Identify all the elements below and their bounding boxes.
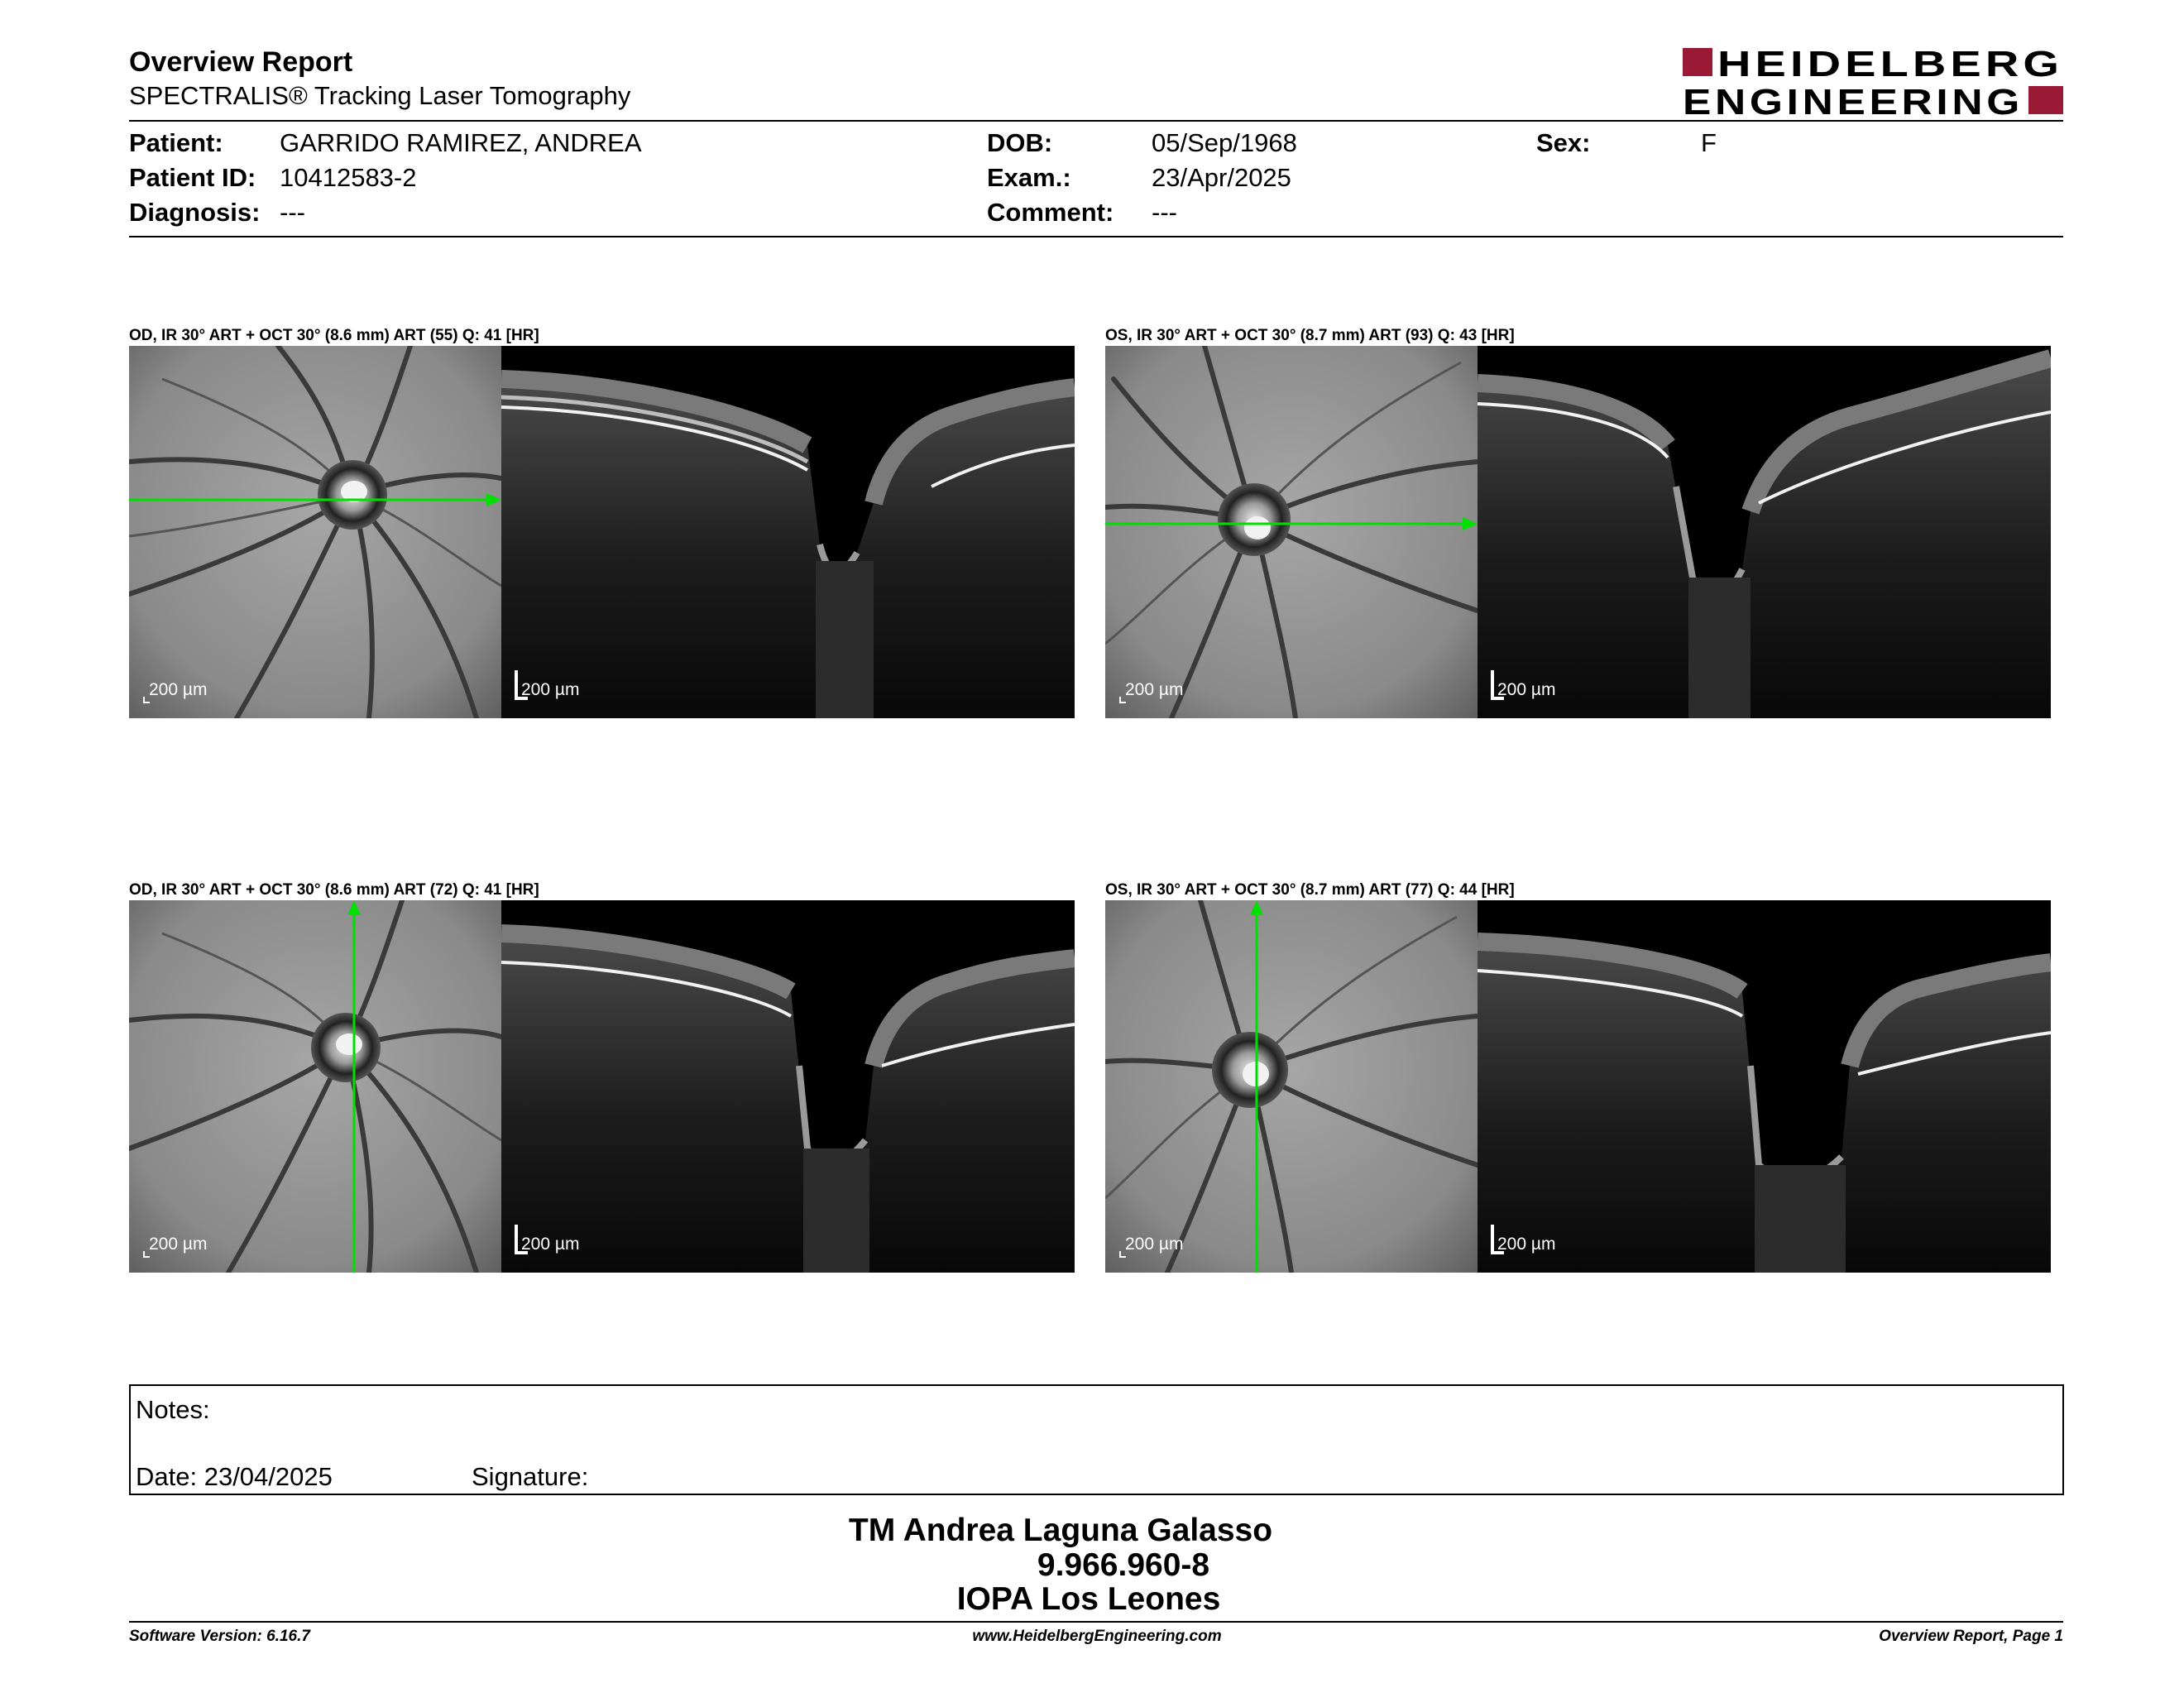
infrared-fundus-image xyxy=(1105,346,1478,718)
signature-label: Signature: xyxy=(472,1462,589,1491)
oct-bscan-image xyxy=(1478,346,2051,718)
oct-scale-label: 200 µm xyxy=(521,1235,580,1254)
slo-scale-label: 200 µm xyxy=(149,680,208,699)
sex-label: Sex: xyxy=(1536,128,1591,157)
website-link[interactable]: www.HeidelbergEngineering.com xyxy=(972,1628,1222,1645)
exam-value: 23/Apr/2025 xyxy=(1152,163,1291,192)
header-rule xyxy=(129,120,2063,122)
date-label: Date: 23/04/2025 xyxy=(136,1462,333,1491)
diagnosis-value: --- xyxy=(280,198,305,227)
notes-label: Notes: xyxy=(136,1395,210,1424)
scan-caption: OS, IR 30° ART + OCT 30° (8.7 mm) ART (77) Q: 44 [HR] xyxy=(1105,881,1515,899)
software-version: Software Version: 6.16.7 xyxy=(129,1628,310,1645)
svg-text:ENGINEERING: ENGINEERING xyxy=(1683,82,2024,117)
page-indicator: Overview Report, Page 1 xyxy=(1879,1628,2063,1645)
patient-label: Patient: xyxy=(129,128,223,157)
oct-scale-label: 200 µm xyxy=(1497,680,1556,699)
svg-text:HEIDELBERG: HEIDELBERG xyxy=(1717,45,2063,84)
dob-value: 05/Sep/1968 xyxy=(1152,128,1297,157)
oct-bscan-image xyxy=(501,900,1075,1273)
infrared-fundus-image xyxy=(1105,900,1478,1273)
signer-id: 9.966.960-8 xyxy=(1037,1547,1210,1583)
oct-scale-label: 200 µm xyxy=(1497,1235,1556,1254)
infrared-fundus-image xyxy=(129,346,501,718)
patient-id-label: Patient ID: xyxy=(129,163,256,192)
slo-scale-label: 200 µm xyxy=(1125,680,1184,699)
scan-panel-os-2 xyxy=(1105,900,2051,1273)
diagnosis-label: Diagnosis: xyxy=(129,198,261,227)
signer-name: TM Andrea Laguna Galasso xyxy=(848,1513,1273,1548)
comment-value: --- xyxy=(1152,198,1177,227)
scan-caption: OS, IR 30° ART + OCT 30° (8.7 mm) ART (93) Q: 43 [HR] xyxy=(1105,327,1515,344)
info-rule xyxy=(129,236,2063,237)
scan-panel-od-1 xyxy=(129,346,1075,718)
patient-id: 10412583-2 xyxy=(280,163,417,192)
scan-caption: OD, IR 30° ART + OCT 30° (8.6 mm) ART (72) Q: 41 [HR] xyxy=(129,881,539,899)
sex-value: F xyxy=(1701,128,1717,157)
footer-rule xyxy=(129,1621,2063,1623)
report-title: Overview Report xyxy=(129,46,353,78)
oct-bscan-image xyxy=(1478,900,2051,1273)
scan-caption: OD, IR 30° ART + OCT 30° (8.6 mm) ART (55) Q: 41 [HR] xyxy=(129,327,539,344)
slo-scale-label: 200 µm xyxy=(1125,1235,1184,1254)
comment-label: Comment: xyxy=(987,198,1114,227)
oct-bscan-image xyxy=(501,346,1075,718)
patient-name: GARRIDO RAMIREZ, ANDREA xyxy=(280,128,642,157)
scan-panel-od-2 xyxy=(129,900,1075,1273)
dob-label: DOB: xyxy=(987,128,1053,157)
heidelberg-logo xyxy=(1683,45,2063,117)
slo-scale-label: 200 µm xyxy=(149,1235,208,1254)
institution-name: IOPA Los Leones xyxy=(956,1581,1221,1617)
exam-label: Exam.: xyxy=(987,163,1071,192)
report-subtitle: SPECTRALIS® Tracking Laser Tomography xyxy=(129,81,631,110)
scan-panel-os-1 xyxy=(1105,346,2051,718)
oct-scale-label: 200 µm xyxy=(521,680,580,699)
infrared-fundus-image xyxy=(129,900,501,1273)
notes-box xyxy=(129,1384,2064,1495)
